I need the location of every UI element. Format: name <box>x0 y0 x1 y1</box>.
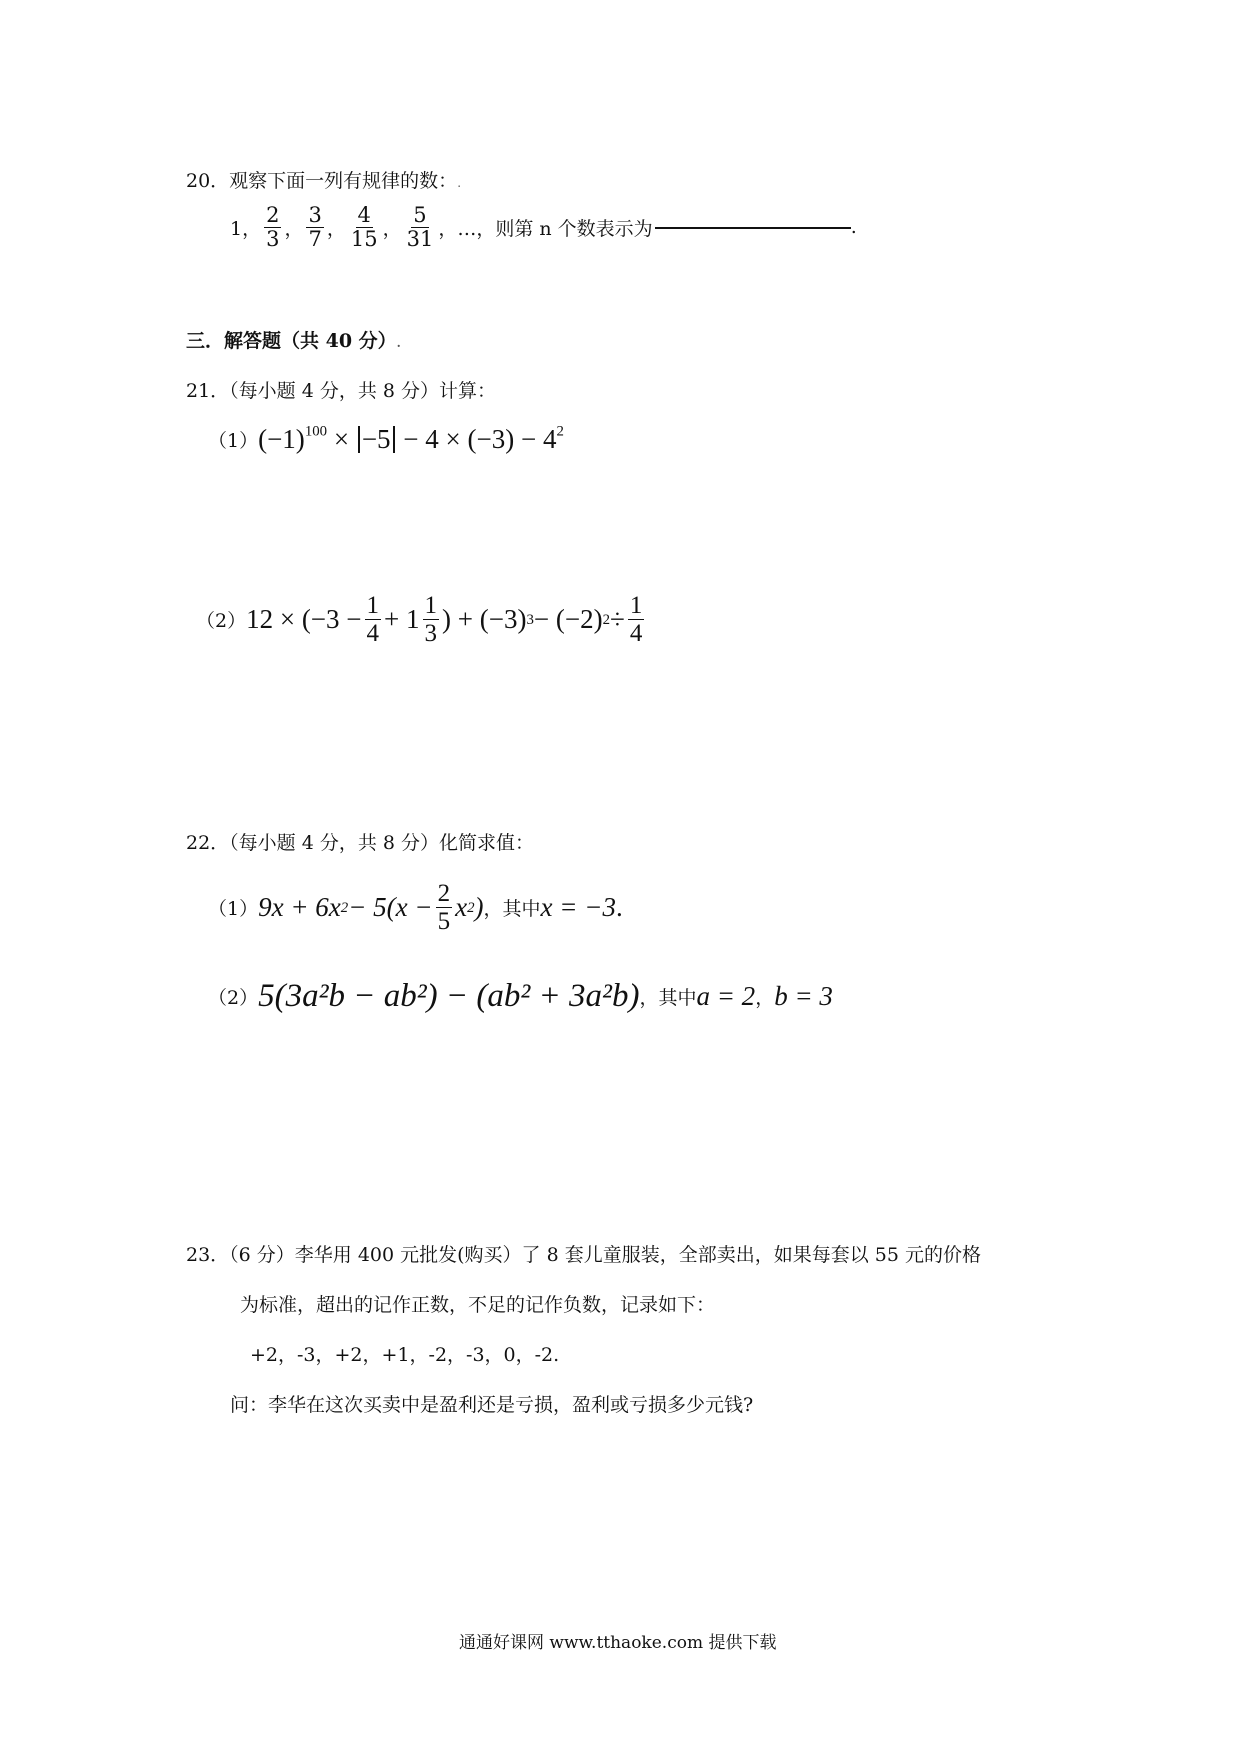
q22-part2-expression: 5(3a²b − ab²) − (ab² + 3a²b) <box>258 978 640 1014</box>
q23-line-1: 23．（6 分）李华用 400 元批发(购买）了 8 套儿童服装，全部卖出，如果每套以 55 元的价格 <box>186 1244 981 1266</box>
q23-line-2: 为标准，超出的记作正数，不足的记作负数，记录如下： <box>240 1294 716 1316</box>
q23-question: 问：李华在这次买卖中是盈利还是亏损，盈利或亏损多少元钱? <box>230 1394 754 1416</box>
q20-stem-text: 20．观察下面一列有规律的数： <box>186 170 458 192</box>
q20-fraction-2-num: 3 <box>308 203 322 227</box>
q22-part1-end: . <box>615 892 623 922</box>
q21-p2-fraction-2 <box>423 592 440 647</box>
q22-part1-where: ，其中 <box>483 898 541 920</box>
q20-end: . <box>850 216 857 239</box>
q20-fraction-4-num: 5 <box>413 203 427 227</box>
q22-part2-where: ，其中 <box>639 987 697 1009</box>
q20-separator: ， <box>382 217 402 240</box>
q20-separator: ， <box>284 217 304 240</box>
q20-separator: ， <box>326 217 346 240</box>
q21-p2-fraction-1-den: 4 <box>366 620 380 647</box>
q21-p2-fraction-3 <box>628 592 645 647</box>
q22-part2-comma: ， <box>755 987 775 1009</box>
q22-p1-fraction-den: 5 <box>437 908 451 935</box>
q22-part1-condition: x = −3 <box>540 892 616 922</box>
q21-p2-fraction-3-num: 1 <box>629 592 643 619</box>
section3-title-mark: . <box>396 336 401 350</box>
q20-first-term: 1， <box>230 217 262 240</box>
q22-part1-label: （1） <box>208 898 259 920</box>
q22-p1-fraction <box>436 880 453 935</box>
q20-fraction-3 <box>349 204 380 250</box>
q22-part2-condition-a: a = 2 <box>696 981 756 1011</box>
q20-tail: ，…，则第 n 个数表示为 <box>438 217 653 240</box>
q20-fraction-4 <box>405 204 436 250</box>
q21-p1-term-b: − 4 × (−3) − 4 <box>396 424 557 454</box>
q21-p1-exp-b: 2 <box>556 423 564 440</box>
q22-part2-label: （2） <box>208 987 259 1009</box>
q22-p1-term-a: 9x + 6x <box>258 892 341 922</box>
q21-part1-label: （1） <box>208 430 259 452</box>
q20-fraction-1 <box>264 204 281 250</box>
q21-p2-term-c: ) + (−3) <box>442 604 527 634</box>
q20-fraction-3-num: 4 <box>357 203 371 227</box>
q22-p1-term-b: − 5(x − <box>348 892 433 922</box>
q20-fraction-1-den: 3 <box>266 226 280 251</box>
q21-p2-term-d: − (−2) <box>533 604 603 634</box>
q20-answer-blank[interactable] <box>655 226 851 229</box>
q22-part1-expression: 9x + 6x 2 − 5(x − $\frac{2}{5}$ x 2 ) <box>258 880 484 935</box>
q20-fraction-1-num: 2 <box>266 203 280 227</box>
q22-p1-term-c: x <box>455 892 468 922</box>
q21-part1 <box>208 424 564 455</box>
q21-p2-term-a: 12 × (−3 − <box>246 604 362 634</box>
q21-part2 <box>196 592 647 647</box>
q20-fraction-2 <box>306 204 323 250</box>
q21-part1-expression <box>258 424 564 455</box>
section3-title <box>186 326 401 353</box>
q21-p2-term-b: + 1 <box>384 604 420 634</box>
q20-fraction-2-den: 7 <box>308 226 322 251</box>
q21-part2-label: （2） <box>196 610 247 632</box>
q20-sequence <box>230 204 857 250</box>
q22-part2-condition-b: b = 3 <box>774 981 833 1011</box>
q20-stem-mark: . <box>457 176 462 190</box>
q22-p1-fraction-num: 2 <box>437 880 451 907</box>
q21-p1-times: × <box>327 424 356 454</box>
q22-part1 <box>208 880 623 935</box>
q21-p2-fraction-2-num: 1 <box>424 592 438 619</box>
q21-p2-term-e: ÷ <box>609 604 625 634</box>
q21-p1-exp-a: 100 <box>304 423 328 440</box>
page-footer: 通通好课网 www.tthaoke.com 提供下载 <box>459 1633 777 1653</box>
q20-fraction-4-den: 31 <box>406 226 434 251</box>
q22-stem: 22．（每小题 4 分，共 8 分）化简求值： <box>186 832 535 854</box>
section3-title-text: 三．解答题（共 40 分） <box>186 330 397 352</box>
q21-p2-fraction-2-den: 3 <box>424 620 438 647</box>
q21-p2-fraction-3-den: 4 <box>629 620 643 647</box>
q22-part2 <box>208 978 833 1015</box>
q20-fraction-3-den: 15 <box>350 226 378 251</box>
q21-p2-fraction-1 <box>365 592 382 647</box>
q21-stem: 21．（每小题 4 分，共 8 分）计算： <box>186 380 497 402</box>
q20-stem <box>186 166 461 193</box>
q21-p1-term-a: (−1) <box>258 424 305 454</box>
q21-p1-absolute-value: −5 <box>358 426 395 453</box>
q21-p2-fraction-1-num: 1 <box>366 592 380 619</box>
q22-p1-term-d: ) <box>474 892 484 922</box>
q21-part2-expression: 12 × (−3 − $\frac{1}{4}$ + 1 $\frac{1}{3}$ ) + (−3) 3 − (−2) 2 ÷ $\frac{1}{4}$ <box>246 592 643 647</box>
q23-record-values: +2，-3，+2，+1，-2，-3，0，-2. <box>250 1344 560 1366</box>
